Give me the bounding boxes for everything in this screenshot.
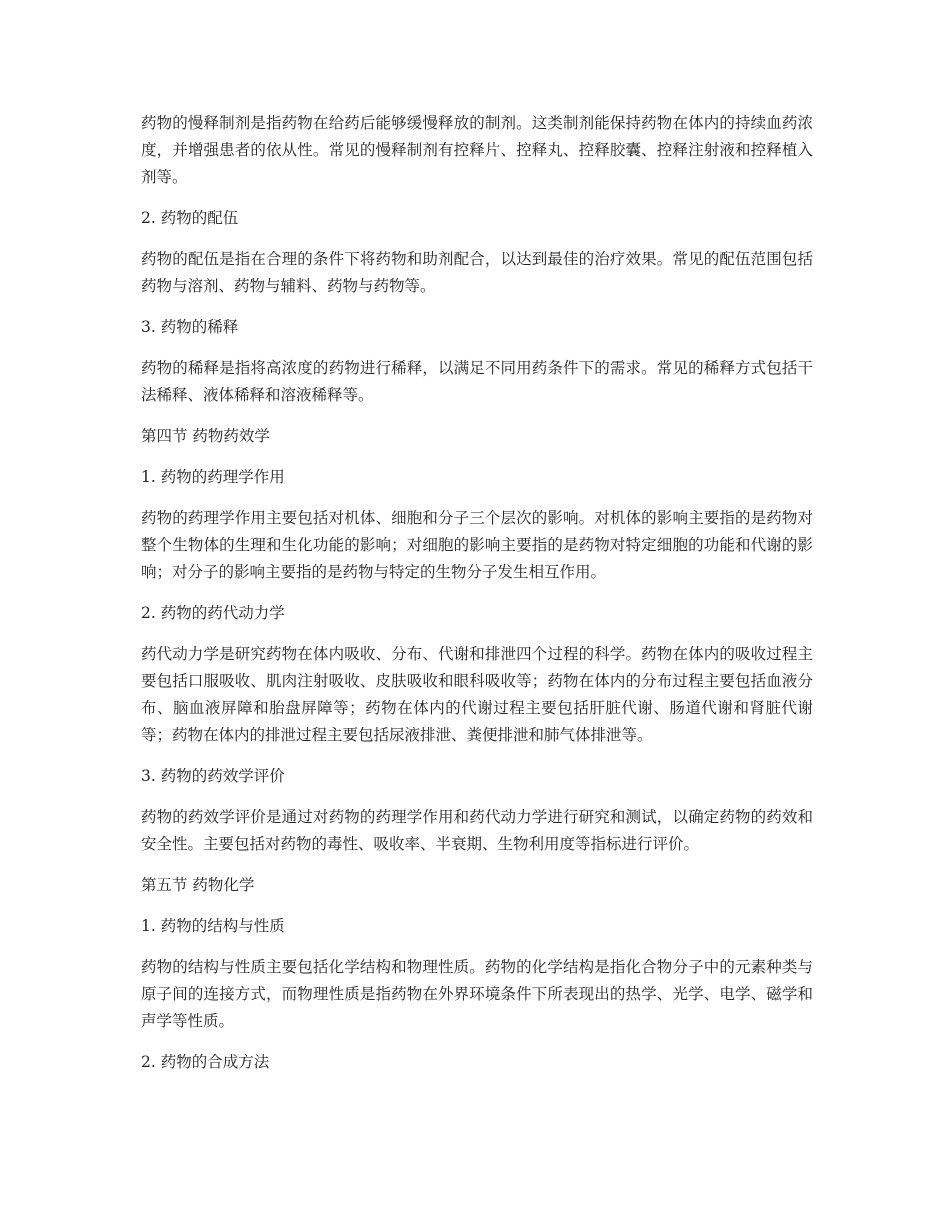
paragraph-efficacy-evaluation: 药物的药效学评价是通过对药物的药理学作用和药代动力学进行研究和测试，以确定药物的药效和安全性。主要包括对药物的毒性、吸收率、半衰期、生物利用度等指标进行评价。 [141,808,813,853]
heading-dilution: 3. 药物的稀释 [141,318,239,336]
paragraph-dilution: 药物的稀释是指将高浓度的药物进行稀释，以满足不同用药条件下的需求。常见的稀释方式包括干法稀释、液体稀释和溶液稀释等。 [141,359,813,404]
document-page [141,110,813,1090]
heading-synthesis: 2. 药物的合成方法 [141,1053,270,1071]
paragraph-sustained-release: 药物的慢释制剂是指药物在给药后能够缓慢释放的制剂。这类制剂能保持药物在体内的持续血药浓度，并增强患者的依从性。常见的慢释制剂有控释片、控释丸、控释胶囊、控释注射液和控释植入剂等。 [141,114,813,186]
paragraph-pharmacokinetics: 药代动力学是研究药物在体内吸收、分布、代谢和排泄四个过程的科学。药物在体内的吸收过程主要包括口服吸收、肌肉注射吸收、皮肤吸收和眼科吸收等；药物在体内的分布过程主要包括血液分布、脑血液屏障和胎盘屏障等；药物在体内的代谢过程主要包括肝脏代谢、肠道代谢和肾脏代谢等；药物在体内的排泄过程主要包括尿液排泄、粪便排泄和肺气体排泄等。 [141,645,813,744]
paragraph-structure-properties: 药物的结构与性质主要包括化学结构和物理性质。药物的化学结构是指化合物分子中的元素种类与原子间的连接方式，而物理性质是指药物在外界环境条件下所表现出的热学、光学、电学、磁学和声学等性质。 [141,958,813,1030]
section-heading-4: 第四节 药物药效学 [141,427,270,445]
heading-efficacy-evaluation: 3. 药物的药效学评价 [141,767,285,785]
heading-compatibility: 2. 药物的配伍 [141,209,239,227]
heading-structure-properties: 1. 药物的结构与性质 [141,917,285,935]
section-heading-5: 第五节 药物化学 [141,876,255,894]
heading-pharmacology: 1. 药物的药理学作用 [141,468,285,486]
paragraph-compatibility: 药物的配伍是指在合理的条件下将药物和助剂配合，以达到最佳的治疗效果。常见的配伍范围包括药物与溶剂、药物与辅料、药物与药物等。 [141,250,813,295]
heading-pharmacokinetics: 2. 药物的药代动力学 [141,604,285,622]
paragraph-pharmacology: 药物的药理学作用主要包括对机体、细胞和分子三个层次的影响。对机体的影响主要指的是药物对整个生物体的生理和生化功能的影响；对细胞的影响主要指的是药物对特定细胞的功能和代谢的影响；对分子的影响主要指的是药物与特定的生物分子发生相互作用。 [141,509,813,581]
